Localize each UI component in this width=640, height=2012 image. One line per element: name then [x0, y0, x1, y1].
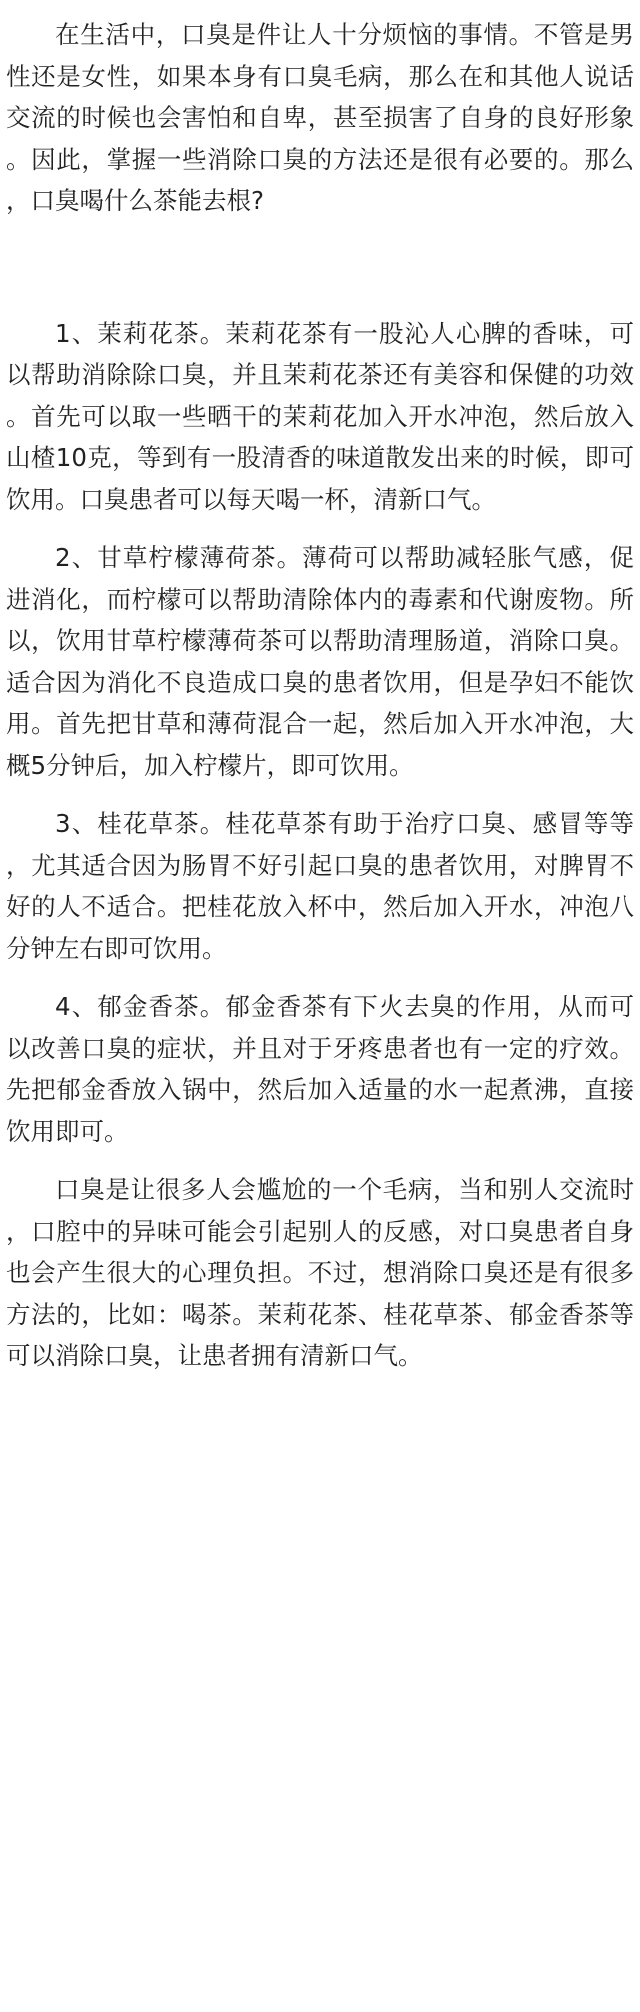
tea-item-tulip: 4、郁金香茶。郁金香茶有下火去臭的作用，从而可以改善口臭的症状，并且对于牙疼患者也有一定的疗效。先把郁金香放入锅中，然后加入适量的水一起煮沸，直接饮用即可。	[6, 992, 634, 1146]
tea-item-licorice-lemon-mint: 2、甘草柠檬薄荷茶。薄荷可以帮助减轻胀气感，促进消化，而柠檬可以帮助清除体内的毒素和代谢废物。所以，饮用甘草柠檬薄荷茶可以帮助清理肠道，消除口臭。适合因为消化不良造成口臭的患者饮用，但是孕妇不能饮用。首先把甘草和薄荷混合一起，然后加入开水冲泡，大概5分钟后，加入柠檬片，即可饮用。	[6, 543, 634, 780]
intro-paragraph: 在生活中，口臭是件让人十分烦恼的事情。不管是男性还是女性，如果本身有口臭毛病，那么在和其他人说话交流的时候也会害怕和自卑，甚至损害了自身的良好形象。因此，掌握一些消除口臭的方法还是很有必要的。那么，口臭喝什么茶能去根?	[6, 20, 634, 215]
conclusion-paragraph: 口臭是让很多人会尴尬的一个毛病，当和别人交流时，口腔中的异味可能会引起别人的反感，对口臭患者自身也会产生很大的心理负担。不过，想消除口臭还是有很多方法的，比如：喝茶。茉莉花茶、桂花草茶、郁金香茶等可以消除口臭，让患者拥有清新口气。	[6, 1175, 634, 1370]
tea-item-osmanthus: 3、桂花草茶。桂花草茶有助于治疗口臭、感冒等等，尤其适合因为肠胃不好引起口臭的患者饮用，对脾胃不好的人不适合。把桂花放入杯中，然后加入开水，冲泡八分钟左右即可饮用。	[6, 809, 634, 963]
tea-item-jasmine: 1、茉莉花茶。茉莉花茶有一股沁人心脾的香味，可以帮助消除除口臭，并且茉莉花茶还有美容和保健的功效。首先可以取一些晒干的茉莉花加入开水冲泡，然后放入山楂10克，等到有一股清香的味道散发出来的时候，即可饮用。口臭患者可以每天喝一杯，清新口气。	[6, 318, 634, 514]
paragraph-spacer	[6, 222, 634, 313]
